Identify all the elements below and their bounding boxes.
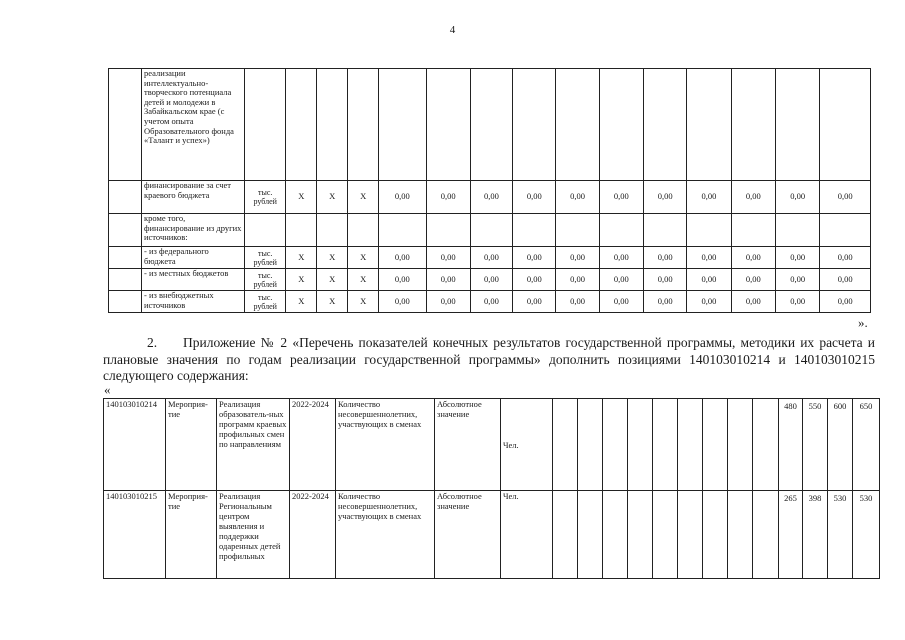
value-cell: X [348,247,379,269]
table-row [109,269,871,291]
value-cell: 530 [853,491,880,579]
unit-cell: Чел. [501,399,553,491]
program-description-cell: реализации интеллектуально-творческого потенциала детей и молодежи в Забайкальском крае (с учетом опыта Образовательного фонда «Талант и успех») [141,69,244,181]
value-cell: 0,00 [426,181,470,214]
value-cell: 0,00 [470,247,512,269]
value-cell: 0,00 [379,247,426,269]
indicators-table [103,398,880,579]
value-cell: 0,00 [775,247,819,269]
name-cell: Реализация Региональным центром выявления и поддержки одаренных детей профильных [217,491,290,579]
value-cell: 265 [779,491,803,579]
value-cell: 0,00 [775,269,819,291]
table-row [109,69,871,181]
value-cell: 0,00 [731,291,775,313]
measure-cell: Абсолютное значение [435,491,501,579]
value-cell: 0,00 [470,291,512,313]
value-cell: 398 [803,491,828,579]
value-cell: 0,00 [687,181,731,214]
value-cell: 0,00 [687,247,731,269]
value-cell: 600 [828,399,853,491]
value-cell: X [317,181,348,214]
value-cell: 480 [779,399,803,491]
years-cell: 2022-2024 [290,491,336,579]
value-cell: X [317,269,348,291]
value-cell: 550 [803,399,828,491]
value-cell: 0,00 [731,247,775,269]
paragraph-number: 2. [147,335,158,350]
measure-cell: Абсолютное значение [435,399,501,491]
value-cell: X [286,269,317,291]
value-cell: 0,00 [820,181,871,214]
years-cell: 2022-2024 [290,399,336,491]
code-cell: 140103010215 [104,491,166,579]
value-cell: 0,00 [599,291,643,313]
value-cell: 650 [853,399,880,491]
value-cell: 0,00 [731,181,775,214]
financing-table [108,68,871,313]
value-cell: 0,00 [426,269,470,291]
value-cell: 0,00 [513,247,556,269]
type-cell: Мероприя-тие [166,399,217,491]
value-cell: X [348,181,379,214]
row-label: кроме того, финансирование из других источников: [141,214,244,247]
value-cell: 0,00 [556,181,599,214]
unit-cell: тыс. рублей [245,269,286,291]
table-row [109,214,871,247]
indicator-cell: Количество несовершеннолетних, участвующих в сменах [336,491,435,579]
row-label: - из федерального бюджета [141,247,244,269]
value-cell: 0,00 [556,247,599,269]
value-cell: X [286,291,317,313]
closing-quote: ». [858,315,868,330]
value-cell: 0,00 [775,181,819,214]
value-cell: 0,00 [820,291,871,313]
indicator-cell: Количество несовершеннолетних, участвующих в сменах [336,399,435,491]
value-cell: 0,00 [556,291,599,313]
value-cell: 0,00 [775,291,819,313]
value-cell: 0,00 [470,269,512,291]
unit-cell: Чел. [501,491,553,579]
row-label: финансирование за счет краевого бюджета [141,181,244,214]
value-cell: 530 [828,491,853,579]
unit-cell: тыс. рублей [245,247,286,269]
type-cell: Мероприя-тие [166,491,217,579]
value-cell: 0,00 [820,269,871,291]
table-row [104,491,880,579]
page-number: 4 [449,24,456,36]
value-cell: X [317,291,348,313]
table-row [109,291,871,313]
value-cell: 0,00 [379,269,426,291]
code-cell: 140103010214 [104,399,166,491]
value-cell: 0,00 [426,291,470,313]
value-cell: 0,00 [687,269,731,291]
value-cell: 0,00 [731,269,775,291]
value-cell: 0,00 [820,247,871,269]
value-cell: X [286,247,317,269]
value-cell: X [317,247,348,269]
value-cell: 0,00 [644,269,687,291]
value-cell: 0,00 [556,269,599,291]
value-cell: 0,00 [687,291,731,313]
value-cell: X [348,269,379,291]
unit-cell: тыс. рублей [245,291,286,313]
value-cell: 0,00 [379,291,426,313]
value-cell: 0,00 [379,181,426,214]
unit-cell: тыс. рублей [245,181,286,214]
table-row [104,399,880,491]
row-label: - из местных бюджетов [141,269,244,291]
name-cell: Реализация образователь-ных программ краевых профильных смен по направлениям [217,399,290,491]
value-cell: 0,00 [470,181,512,214]
table-row [109,181,871,214]
row-label: - из внебюджетных источников [141,291,244,313]
value-cell: 0,00 [644,291,687,313]
value-cell: 0,00 [599,181,643,214]
value-cell: 0,00 [513,181,556,214]
value-cell: 0,00 [599,269,643,291]
paragraph-text: Приложение № 2 «Перечень показателей конечных результатов государственной программы, методики их расчета и плановые значения по годам реализации государственной программы» дополнить позициями 140103010214 и 140103010215 следующего содержания: [103,335,875,383]
table-row [109,247,871,269]
value-cell: X [348,291,379,313]
amendment-paragraph [103,335,875,385]
value-cell: 0,00 [426,247,470,269]
value-cell: 0,00 [644,181,687,214]
opening-quote: « [104,382,111,397]
value-cell: X [286,181,317,214]
value-cell: 0,00 [644,247,687,269]
value-cell: 0,00 [513,291,556,313]
value-cell: 0,00 [513,269,556,291]
value-cell: 0,00 [599,247,643,269]
